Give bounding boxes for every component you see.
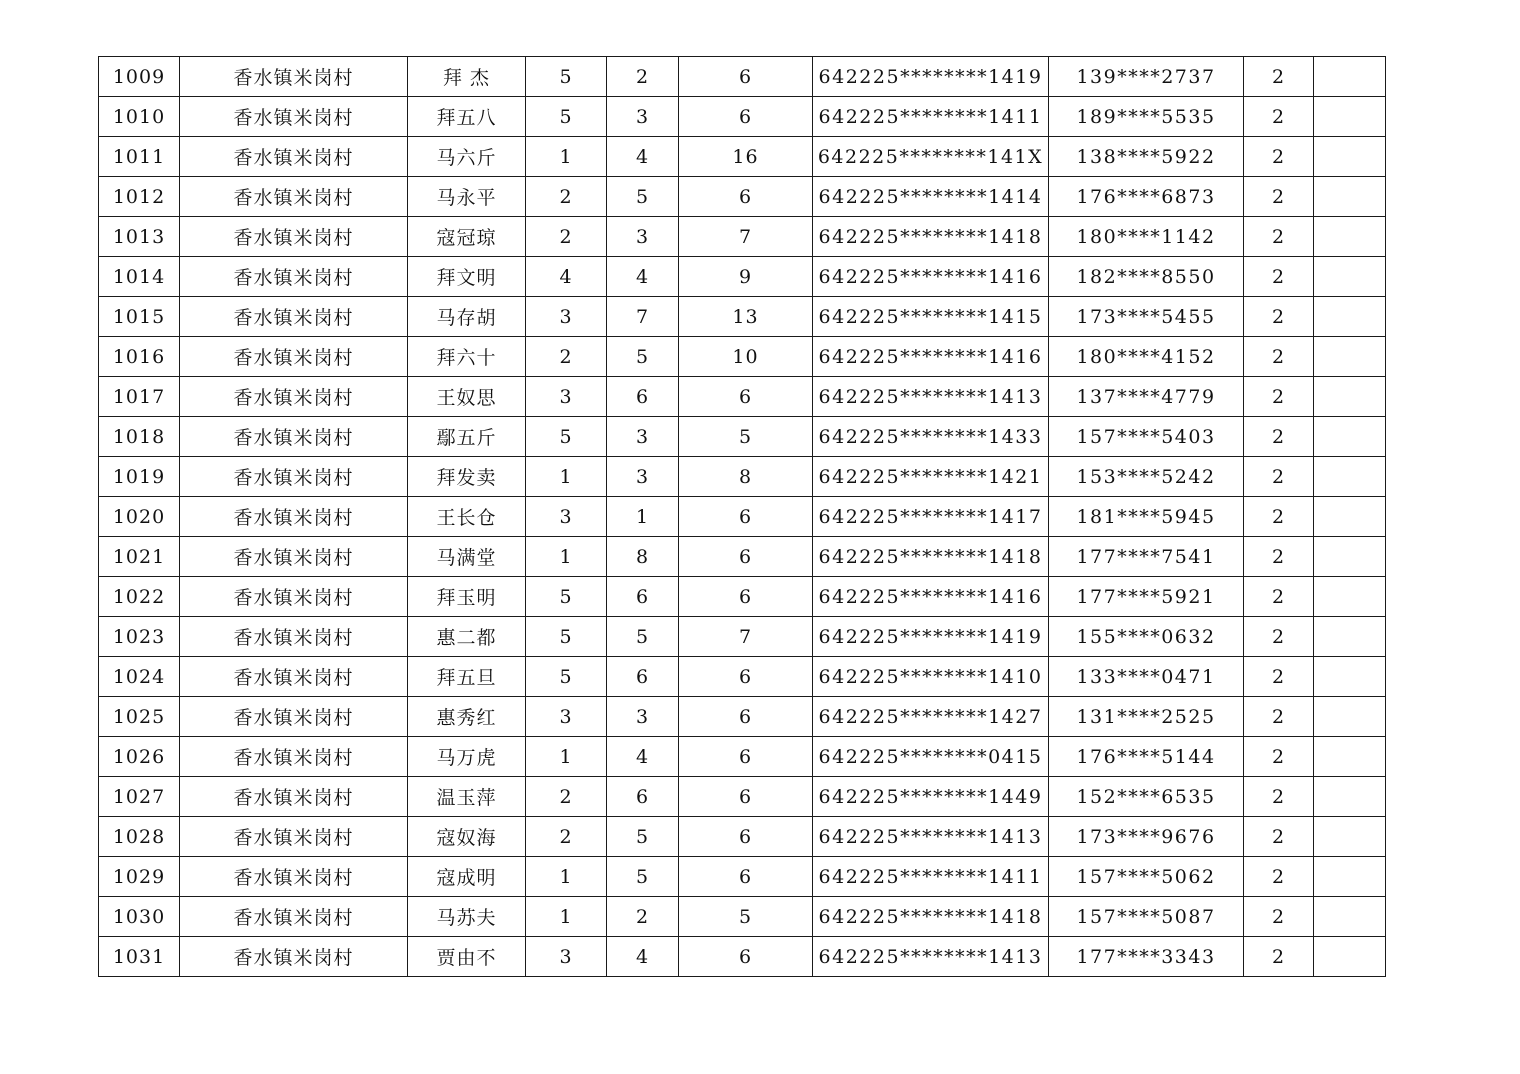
cell-phone: 133****0471 xyxy=(1049,657,1244,697)
cell-count-a: 1 xyxy=(526,857,607,897)
cell-count-a: 3 xyxy=(526,697,607,737)
cell-count-a: 5 xyxy=(526,657,607,697)
cell-count-a: 4 xyxy=(526,257,607,297)
cell-phone: 138****5922 xyxy=(1049,137,1244,177)
table-row xyxy=(99,417,1386,457)
cell-remark xyxy=(1314,457,1386,497)
cell-count-a: 2 xyxy=(526,217,607,257)
cell-count-d: 2 xyxy=(1244,337,1314,377)
cell-remark xyxy=(1314,417,1386,457)
cell-count-d: 2 xyxy=(1244,97,1314,137)
cell-id-number: 642225********1418 xyxy=(813,537,1049,577)
cell-serial-number: 1012 xyxy=(99,177,180,217)
cell-village: 香水镇米岗村 xyxy=(180,697,408,737)
cell-phone: 139****2737 xyxy=(1049,57,1244,97)
cell-count-a: 5 xyxy=(526,57,607,97)
cell-id-number: 642225********1427 xyxy=(813,697,1049,737)
cell-count-b: 8 xyxy=(607,537,679,577)
cell-count-d: 2 xyxy=(1244,737,1314,777)
cell-remark xyxy=(1314,337,1386,377)
cell-serial-number: 1029 xyxy=(99,857,180,897)
cell-remark xyxy=(1314,177,1386,217)
cell-count-d: 2 xyxy=(1244,217,1314,257)
cell-count-a: 3 xyxy=(526,937,607,977)
cell-count-d: 2 xyxy=(1244,857,1314,897)
cell-village: 香水镇米岗村 xyxy=(180,257,408,297)
cell-remark xyxy=(1314,657,1386,697)
cell-count-d: 2 xyxy=(1244,617,1314,657)
cell-remark xyxy=(1314,697,1386,737)
cell-serial-number: 1022 xyxy=(99,577,180,617)
table-row xyxy=(99,257,1386,297)
cell-serial-number: 1009 xyxy=(99,57,180,97)
cell-serial-number: 1030 xyxy=(99,897,180,937)
cell-village: 香水镇米岗村 xyxy=(180,737,408,777)
cell-phone: 181****5945 xyxy=(1049,497,1244,537)
cell-count-a: 5 xyxy=(526,417,607,457)
table-row xyxy=(99,177,1386,217)
cell-count-b: 6 xyxy=(607,777,679,817)
cell-count-a: 5 xyxy=(526,617,607,657)
cell-count-d: 2 xyxy=(1244,57,1314,97)
cell-serial-number: 1026 xyxy=(99,737,180,777)
cell-person-name: 拜 杰 xyxy=(408,57,526,97)
cell-village: 香水镇米岗村 xyxy=(180,57,408,97)
cell-village: 香水镇米岗村 xyxy=(180,377,408,417)
cell-count-d: 2 xyxy=(1244,497,1314,537)
cell-count-b: 5 xyxy=(607,617,679,657)
cell-count-d: 2 xyxy=(1244,537,1314,577)
cell-phone: 176****6873 xyxy=(1049,177,1244,217)
cell-remark xyxy=(1314,817,1386,857)
cell-count-c: 6 xyxy=(679,657,813,697)
cell-remark xyxy=(1314,617,1386,657)
cell-count-d: 2 xyxy=(1244,417,1314,457)
cell-serial-number: 1019 xyxy=(99,457,180,497)
cell-village: 香水镇米岗村 xyxy=(180,617,408,657)
cell-count-b: 6 xyxy=(607,657,679,697)
cell-phone: 180****4152 xyxy=(1049,337,1244,377)
cell-phone: 153****5242 xyxy=(1049,457,1244,497)
cell-person-name: 马苏夫 xyxy=(408,897,526,937)
cell-id-number: 642225********0415 xyxy=(813,737,1049,777)
cell-phone: 182****8550 xyxy=(1049,257,1244,297)
cell-count-b: 5 xyxy=(607,177,679,217)
cell-count-b: 2 xyxy=(607,57,679,97)
cell-count-a: 5 xyxy=(526,97,607,137)
cell-count-b: 1 xyxy=(607,497,679,537)
cell-person-name: 拜发卖 xyxy=(408,457,526,497)
table-row xyxy=(99,897,1386,937)
cell-count-c: 9 xyxy=(679,257,813,297)
cell-count-a: 3 xyxy=(526,297,607,337)
cell-count-c: 6 xyxy=(679,777,813,817)
cell-count-a: 3 xyxy=(526,497,607,537)
cell-id-number: 642225********1413 xyxy=(813,377,1049,417)
cell-serial-number: 1025 xyxy=(99,697,180,737)
cell-village: 香水镇米岗村 xyxy=(180,897,408,937)
cell-count-a: 3 xyxy=(526,377,607,417)
table-row xyxy=(99,57,1386,97)
cell-id-number: 642225********1416 xyxy=(813,577,1049,617)
cell-count-d: 2 xyxy=(1244,257,1314,297)
cell-remark xyxy=(1314,497,1386,537)
cell-count-c: 5 xyxy=(679,897,813,937)
cell-id-number: 642225********1414 xyxy=(813,177,1049,217)
table-row xyxy=(99,657,1386,697)
cell-count-b: 6 xyxy=(607,577,679,617)
table-row xyxy=(99,377,1386,417)
cell-phone: 173****5455 xyxy=(1049,297,1244,337)
cell-count-d: 2 xyxy=(1244,577,1314,617)
cell-count-b: 5 xyxy=(607,857,679,897)
cell-id-number: 642225********1418 xyxy=(813,897,1049,937)
cell-count-a: 5 xyxy=(526,577,607,617)
cell-count-b: 2 xyxy=(607,897,679,937)
cell-remark xyxy=(1314,897,1386,937)
cell-person-name: 拜玉明 xyxy=(408,577,526,617)
cell-person-name: 马永平 xyxy=(408,177,526,217)
table-row xyxy=(99,617,1386,657)
cell-person-name: 马万虎 xyxy=(408,737,526,777)
table-row xyxy=(99,297,1386,337)
cell-count-a: 2 xyxy=(526,777,607,817)
cell-person-name: 马满堂 xyxy=(408,537,526,577)
cell-id-number: 642225********1419 xyxy=(813,617,1049,657)
cell-person-name: 王长仓 xyxy=(408,497,526,537)
cell-id-number: 642225********1416 xyxy=(813,257,1049,297)
cell-id-number: 642225********1416 xyxy=(813,337,1049,377)
cell-count-d: 2 xyxy=(1244,457,1314,497)
cell-count-d: 2 xyxy=(1244,657,1314,697)
cell-count-c: 7 xyxy=(679,217,813,257)
cell-id-number: 642225********1413 xyxy=(813,937,1049,977)
cell-count-c: 8 xyxy=(679,457,813,497)
cell-person-name: 寇奴海 xyxy=(408,817,526,857)
cell-village: 香水镇米岗村 xyxy=(180,577,408,617)
table-row xyxy=(99,137,1386,177)
cell-person-name: 拜五旦 xyxy=(408,657,526,697)
cell-count-d: 2 xyxy=(1244,897,1314,937)
cell-phone: 177****5921 xyxy=(1049,577,1244,617)
cell-count-b: 3 xyxy=(607,457,679,497)
cell-village: 香水镇米岗村 xyxy=(180,97,408,137)
cell-remark xyxy=(1314,97,1386,137)
cell-phone: 155****0632 xyxy=(1049,617,1244,657)
cell-count-b: 3 xyxy=(607,97,679,137)
cell-remark xyxy=(1314,257,1386,297)
cell-count-c: 6 xyxy=(679,97,813,137)
table-row xyxy=(99,577,1386,617)
cell-serial-number: 1011 xyxy=(99,137,180,177)
cell-village: 香水镇米岗村 xyxy=(180,137,408,177)
cell-count-a: 1 xyxy=(526,737,607,777)
cell-remark xyxy=(1314,137,1386,177)
table-row xyxy=(99,217,1386,257)
cell-count-c: 10 xyxy=(679,337,813,377)
cell-village: 香水镇米岗村 xyxy=(180,817,408,857)
data-table xyxy=(98,56,1386,977)
table-row xyxy=(99,857,1386,897)
cell-village: 香水镇米岗村 xyxy=(180,457,408,497)
cell-count-a: 1 xyxy=(526,137,607,177)
cell-village: 香水镇米岗村 xyxy=(180,777,408,817)
cell-count-d: 2 xyxy=(1244,777,1314,817)
cell-village: 香水镇米岗村 xyxy=(180,497,408,537)
cell-serial-number: 1024 xyxy=(99,657,180,697)
cell-phone: 173****9676 xyxy=(1049,817,1244,857)
cell-phone: 157****5087 xyxy=(1049,897,1244,937)
cell-serial-number: 1018 xyxy=(99,417,180,457)
cell-village: 香水镇米岗村 xyxy=(180,177,408,217)
cell-remark xyxy=(1314,777,1386,817)
cell-id-number: 642225********1413 xyxy=(813,817,1049,857)
cell-phone: 157****5403 xyxy=(1049,417,1244,457)
cell-serial-number: 1013 xyxy=(99,217,180,257)
cell-person-name: 寇冠琼 xyxy=(408,217,526,257)
cell-village: 香水镇米岗村 xyxy=(180,417,408,457)
cell-count-c: 6 xyxy=(679,177,813,217)
cell-count-c: 6 xyxy=(679,377,813,417)
cell-serial-number: 1028 xyxy=(99,817,180,857)
cell-person-name: 贾由不 xyxy=(408,937,526,977)
cell-count-b: 3 xyxy=(607,217,679,257)
table-body xyxy=(99,57,1386,977)
table-row xyxy=(99,497,1386,537)
table-row xyxy=(99,537,1386,577)
cell-phone: 137****4779 xyxy=(1049,377,1244,417)
table-row xyxy=(99,937,1386,977)
cell-phone: 131****2525 xyxy=(1049,697,1244,737)
cell-count-a: 2 xyxy=(526,337,607,377)
cell-remark xyxy=(1314,297,1386,337)
cell-person-name: 寇成明 xyxy=(408,857,526,897)
cell-phone: 176****5144 xyxy=(1049,737,1244,777)
cell-person-name: 马六斤 xyxy=(408,137,526,177)
cell-count-a: 1 xyxy=(526,897,607,937)
cell-id-number: 642225********1449 xyxy=(813,777,1049,817)
cell-count-b: 4 xyxy=(607,937,679,977)
cell-person-name: 马存胡 xyxy=(408,297,526,337)
cell-serial-number: 1023 xyxy=(99,617,180,657)
table-row xyxy=(99,737,1386,777)
cell-village: 香水镇米岗村 xyxy=(180,537,408,577)
cell-id-number: 642225********1417 xyxy=(813,497,1049,537)
cell-count-c: 7 xyxy=(679,617,813,657)
cell-remark xyxy=(1314,377,1386,417)
cell-count-b: 6 xyxy=(607,377,679,417)
cell-serial-number: 1017 xyxy=(99,377,180,417)
cell-id-number: 642225********1411 xyxy=(813,97,1049,137)
cell-id-number: 642225********1411 xyxy=(813,857,1049,897)
cell-count-c: 6 xyxy=(679,577,813,617)
cell-count-a: 2 xyxy=(526,817,607,857)
table-row xyxy=(99,777,1386,817)
cell-id-number: 642225********1415 xyxy=(813,297,1049,337)
cell-phone: 152****6535 xyxy=(1049,777,1244,817)
cell-village: 香水镇米岗村 xyxy=(180,857,408,897)
cell-phone: 180****1142 xyxy=(1049,217,1244,257)
table-row xyxy=(99,697,1386,737)
cell-serial-number: 1014 xyxy=(99,257,180,297)
cell-serial-number: 1031 xyxy=(99,937,180,977)
cell-count-a: 1 xyxy=(526,537,607,577)
cell-person-name: 王奴思 xyxy=(408,377,526,417)
cell-count-d: 2 xyxy=(1244,377,1314,417)
cell-count-b: 4 xyxy=(607,257,679,297)
cell-remark xyxy=(1314,577,1386,617)
cell-count-a: 1 xyxy=(526,457,607,497)
cell-village: 香水镇米岗村 xyxy=(180,217,408,257)
cell-count-b: 3 xyxy=(607,417,679,457)
cell-village: 香水镇米岗村 xyxy=(180,337,408,377)
cell-count-b: 7 xyxy=(607,297,679,337)
cell-serial-number: 1027 xyxy=(99,777,180,817)
cell-id-number: 642225********1419 xyxy=(813,57,1049,97)
cell-count-d: 2 xyxy=(1244,297,1314,337)
cell-person-name: 拜文明 xyxy=(408,257,526,297)
cell-person-name: 拜六十 xyxy=(408,337,526,377)
cell-person-name: 惠秀红 xyxy=(408,697,526,737)
cell-serial-number: 1015 xyxy=(99,297,180,337)
cell-village: 香水镇米岗村 xyxy=(180,297,408,337)
cell-count-b: 4 xyxy=(607,737,679,777)
cell-remark xyxy=(1314,537,1386,577)
cell-count-b: 5 xyxy=(607,337,679,377)
cell-phone: 177****7541 xyxy=(1049,537,1244,577)
cell-id-number: 642225********1433 xyxy=(813,417,1049,457)
cell-serial-number: 1021 xyxy=(99,537,180,577)
cell-person-name: 惠二都 xyxy=(408,617,526,657)
cell-count-b: 4 xyxy=(607,137,679,177)
cell-count-d: 2 xyxy=(1244,937,1314,977)
table-row xyxy=(99,337,1386,377)
cell-serial-number: 1016 xyxy=(99,337,180,377)
cell-remark xyxy=(1314,857,1386,897)
cell-village: 香水镇米岗村 xyxy=(180,657,408,697)
table-row xyxy=(99,817,1386,857)
cell-count-c: 6 xyxy=(679,737,813,777)
cell-count-d: 2 xyxy=(1244,137,1314,177)
cell-serial-number: 1010 xyxy=(99,97,180,137)
cell-remark xyxy=(1314,937,1386,977)
cell-count-d: 2 xyxy=(1244,817,1314,857)
cell-count-c: 6 xyxy=(679,937,813,977)
cell-count-d: 2 xyxy=(1244,177,1314,217)
table-row xyxy=(99,97,1386,137)
cell-count-c: 16 xyxy=(679,137,813,177)
cell-village: 香水镇米岗村 xyxy=(180,937,408,977)
cell-id-number: 642225********1421 xyxy=(813,457,1049,497)
cell-count-b: 3 xyxy=(607,697,679,737)
cell-remark xyxy=(1314,217,1386,257)
cell-phone: 189****5535 xyxy=(1049,97,1244,137)
cell-count-c: 6 xyxy=(679,497,813,537)
cell-id-number: 642225********141X xyxy=(813,137,1049,177)
cell-id-number: 642225********1418 xyxy=(813,217,1049,257)
cell-person-name: 拜五八 xyxy=(408,97,526,137)
cell-count-d: 2 xyxy=(1244,697,1314,737)
table-row xyxy=(99,457,1386,497)
cell-person-name: 鄢五斤 xyxy=(408,417,526,457)
cell-phone: 157****5062 xyxy=(1049,857,1244,897)
cell-count-c: 6 xyxy=(679,817,813,857)
cell-remark xyxy=(1314,737,1386,777)
cell-count-b: 5 xyxy=(607,817,679,857)
cell-count-c: 6 xyxy=(679,697,813,737)
cell-count-a: 2 xyxy=(526,177,607,217)
cell-serial-number: 1020 xyxy=(99,497,180,537)
cell-id-number: 642225********1410 xyxy=(813,657,1049,697)
cell-count-c: 6 xyxy=(679,57,813,97)
cell-count-c: 6 xyxy=(679,857,813,897)
cell-count-c: 5 xyxy=(679,417,813,457)
cell-remark xyxy=(1314,57,1386,97)
cell-phone: 177****3343 xyxy=(1049,937,1244,977)
cell-count-c: 6 xyxy=(679,537,813,577)
cell-count-c: 13 xyxy=(679,297,813,337)
cell-person-name: 温玉萍 xyxy=(408,777,526,817)
